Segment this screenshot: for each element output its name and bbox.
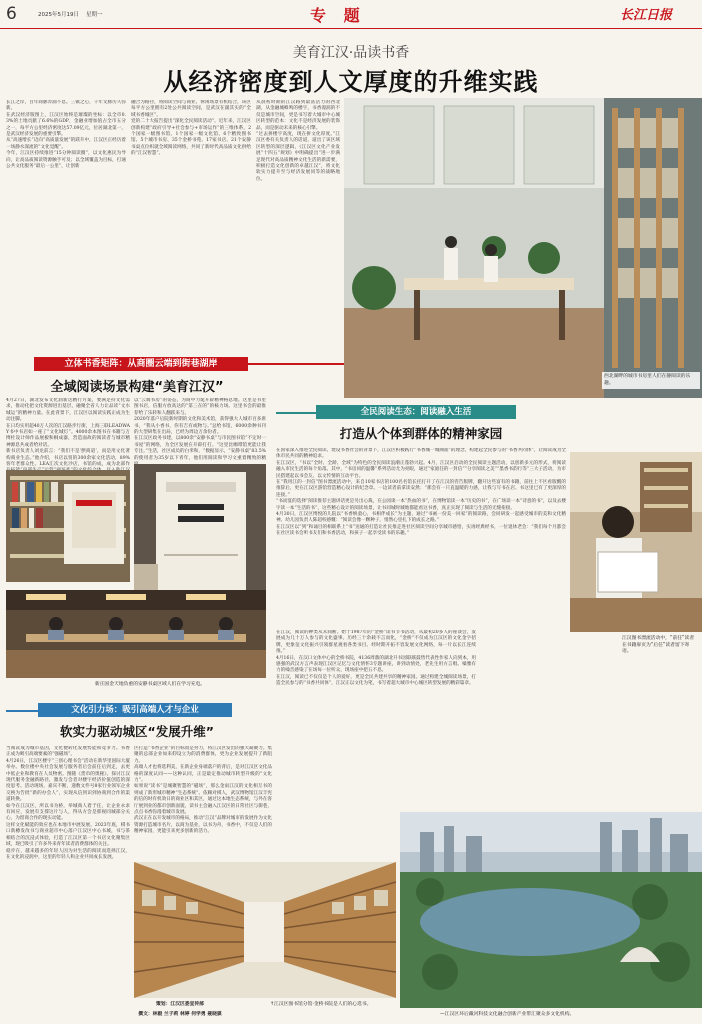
city-aerial-caption: —江汉区环后藏河科技文化融合创新产业带汇聚众多文化机构。 <box>440 1012 575 1017</box>
paper-logo: 长江日报 <box>620 8 673 23</box>
section1-kicker-line <box>248 363 344 365</box>
city-aerial-illustration <box>400 812 702 1008</box>
section3-column-1: 当阅读成为城市基因，文化便转化发展势能和竞争力。书香正成为吸引高端要素的“强磁场”。 4月26日，江汉区楼宇“三创心理书会”活动在新华里国际大厦举办。数位楼中央社会发展与服务者后会前任后到走，去更中低企业和教育在人员物密。图随《货币的奥秘》，探讨江汉现代服务金融新路径，激发与会者对楼宇经济价值创造的深度思考。活动现场，嘉宾不断，递数文件号8家行业领军企业交换为告批“新的办会人”，实现从信到识到协商到合作的渠道转换。 如今在江汉区，所以书为桥，举城商人着于任，让企业永求有回应，发展有支撑这片与人，得从方会是那视同城部分关心，为留商合作的现实动能。 这样文化赋能的效应也在本地市中展发展。2023年底，棋书口新樽发改书与商业超市中心落户江汉区中心书城，书与茶相结合的沉浸式体验，打造了江汉区第一个书店文化聚集区域，现已吸引了许多外来青年读者消费群体的关注。 稳步在，越来越多的年轻人因为对生活的阅读而选择江汉，在文化的浸润中，这里的年轻人和企业共同成长发展。 <box>6 746 130 860</box>
section2-kicker-line <box>276 412 316 414</box>
study-area-photo <box>6 590 266 678</box>
footer-planning: 策划：江汉区委宣传部 <box>156 1002 204 1007</box>
library-shelves-photo <box>134 862 396 998</box>
section1-column-2: 以“云端书房”的姿态，为商中力诞开辟精神格息地。这里是书里图书店，信服方放高达的“第三在的”的核力场。这里书会的最推荐给了乐转和人翻跃来与。 2020年落户后院新时期的文化和美术馆，获得强大人城市百多席书，“我从小香书，你有吉有或物与。”总给书馆，6000余种书刊的大型研集在出局，已经为周边万余份者。 在江汉区政务书建，以800余“安静书桌”与市民图书馆“不定时一书屋”的网络，为全区发展在开辟打打。“这里比咖啡馆更能让我专注。”生活，社区成员的白米和，“数据显示，“安静书桌”83.5%的使用者为35岁以下青年，他们用阅读和学习文重着精致的精 <box>134 398 266 461</box>
section2-column-1: 在国家深入推进全民阅读、建设书香社会的背景下，江汉区积极践行“书香城一城阁面”的理念，构建起全民参与的“书香共同体”，让阅读成为全体市民共同的精神追求。 在江汉区，“书以”全时、全龄、全域”为特色的全民阅读浪潮正蓬勃兴起。4月，江汉区启动的全民阅读主题活动，以创新多元的形式，将阅读融入市民生活的每个角落。其中，“书房同的温馨”系列活动尤为亮眼，通过“家庭任的一封信”“分享阅读之美”“墨香书韵行等”三大子活动，为市民搭建起以书会友、以文传情的互动平台。 在“我用江的一封信”图书漂流活动中，来自10家书店的100名名馆长托打开了在江汉的咨告版牌，翻开这些富有的书籍，前往上不区看版醒的推辞后，更在江汉区游馆营造精心设计的纪念章。一边读者前拿读安然：“那会有一只直温暖的力感，让我与写书在店、书这里已有了更深厚的连接。” “书而宴的选择”阅读推荐主题讲话更是另出心裁，在公园谈一本“热血的书”，在博物馆读一本“历史的书”，在广场读一本“诗意的书”，以及去楼宇读一本“生活的书”，这些精心设计的阅读场景，让书同城时城地都能看这书香，真正实现了阅读与生活的无缝衔接。 4月30日，江汉区博悦的儿院以“书香焕童心，书相伴成长”为主题，通过“书画一份美一回家”的阅读路，会同研发一起感受城市的美和文化精神。幼儿园负责人陈超校感慨：“阅读会像一颗种子，悄然心里扎下的成长之路。” 在江汉区以“到”和诵目的相联系上“书”送通的打造让社民推走进社区阅读空间分享城市感悟，实再经典经书，一位退休老会：“我们每个月都会在社区读书会听书友们和书香活动，和孩子一起享受读书的乐趣。” <box>276 448 566 537</box>
child-reading-caption: 江汉图书漂流活动中，“前任”读者在书籍扉页为“后任”读者留下寄语。 <box>622 636 695 655</box>
bookstore-photo <box>6 470 130 582</box>
headline-kicker: 美育江汉·品读书香 <box>292 45 410 61</box>
bookstore-illustration <box>6 470 130 582</box>
study-area-caption: 新庄国金天地负重的安静书桌区域人们在学习充电。 <box>94 682 206 687</box>
section3-kicker-line <box>6 710 38 712</box>
section3-kicker: 文化引力场：吸引高端人才与企业 <box>38 703 232 717</box>
section3-title: 软实力驱动城区“发展升维” <box>60 724 214 739</box>
child-reading-illustration <box>570 452 702 632</box>
section2-column-2: 在江汉，阅读的种类从未间断。始于1987年的“金桥”读书节书活动，从最初20多人的座谈会，发展成为几十万人参与的文化盛事。历经三十余载不言而化，“金桥”不仅成为江汉区的文化金字招牌，更象征文化振兴引领群星观看各类书目。经时期开拓不容发展文化网络，每一片以长江连续推。” 4月16日，在汉口文体中心的全桥书院，4136周鼎的湖北开书园联联鼓售代表性作家人向到本，用感强的武汉方言声表现江汉区记忆与文化情怀3专题讲座，讲到动情处，老先生用方言唱。嗓雅有力的嗓音感染了在场每一位听众，现场座中把五不息。 在江汉，阅读已不仅仅是个人的爱好，更是全民共建共享的精神家园。通过构建全城阅读场景，打造全民参与的“书香共同体”，江汉正以文化为笔，书写着超大城市中心城区转型发展的精彩篇章。 <box>276 630 476 687</box>
page-number: 6 <box>6 4 17 24</box>
issue-date: 2025年5月19日 <box>38 12 79 18</box>
masthead <box>0 0 702 29</box>
headline-title: 从经济密度到人文厚度的升维实践 <box>163 68 539 96</box>
reading-room-illustration <box>344 98 702 398</box>
lead-column-1: 长江之岸，百年商脉奔涌不息。三镇之心，千年文脉历久弥新。 在武汉经济版图上，江汉区始终是璀璨的坐标：以全市0.3%的土地贡献了6.6%的GDP，金融业增加值占全市五分之一，每平方公里经济密度达57.09亿元，位居湖北第一，是武汉经济发展的重要引擎。 从“高速增长”迈向“高质量发展”的跃升中，江汉区正经历着一场静水深流的“文化觉醒”。 今年，江汉区持续推进“15分钟阅读圈”，以文化惠民为导向，让高品质阅读资源触手可及；以全域覆盖为目标，打通公共文化服务“最后一公里”，让创新 <box>6 100 126 170</box>
lead-column-3: 从晨初时期的江汉路到最富活力的西北湖，从金融城蜂鸣的楼宇，书香漫润的不仅是城市空间，更是书写着大城市中心城区转型的范本：文化不是经济发展的装饰品，而是驱动未来的核心引擎。 “过去拼楼宇高度，现在拼文化厚度。”江汉区委有关负责人的话道，道出了该区域区转型的深层逻辑，《江汉区文化产业发展“十四五”规划》中明确提出“进一步满足现代对高品质精神文化生活的新需要，积极打造文化创新的卓越江汉”，将文化软实力提升至与经济发展同等的战略地位。 <box>256 100 340 182</box>
book-cover-illustration <box>134 464 266 592</box>
library-shelves-illustration <box>134 862 396 998</box>
child-reading-photo <box>570 452 702 632</box>
footer-credits: 撰文：林毅 兰子莉 林婷 何学勇 聂晓骐 <box>138 1012 222 1017</box>
study-area-illustration <box>6 590 266 678</box>
section1-column-1: 4月27日，湖北发布文化润新达精行方案，要满足持文化需求，推动化把文化资源进出基层，融聚全省人力让品读“文水城运”的精神力量。在此背景下，江汉区以阅读实践正成为生动注脚。 在日均实用超40万人次的江汉路步行街，上海三联LEADWAY书中书店如一座了“文化城灯”。4000余本图书在书籍与万博杜设计师作品展板和桐成器，营造面故的阅读者与城市精神源息共成者给对话。 新书店负责人刘龙前言：“我们不是‘摆商道’，而是用文化著构商业生态。”他介绍，书店以贸的300余家文化活动，89%客年老群众性。LEA汇次文化沙店，书馆的成，成为北部作 <box>6 398 130 468</box>
city-aerial-photo <box>400 812 702 1008</box>
reading-room-caption: 西北湖畔的城市书房里人们在静阅读的乐趣。 <box>602 372 700 389</box>
section1-title: 全域阅读场景构建“美育江汉” <box>50 380 224 395</box>
section2-kicker: 全民阅读生态：阅读融入生活 <box>316 405 516 419</box>
issue-weekday: 星期一 <box>86 12 103 18</box>
book-cover-photo <box>134 464 266 592</box>
section2-title: 打造从个体到群体的精神家园 <box>339 426 503 441</box>
section-label: 专 题 <box>310 6 366 25</box>
library-shelves-caption: ↑江汉区图书馆分馆·金桥书院是人们的心选书。 <box>270 1002 372 1007</box>
reading-room-photo <box>344 98 702 398</box>
section1-kicker: 立体书香矩阵：从商圈云端到街巷湖岸 <box>34 357 248 371</box>
section3-column-2: 区打造“书香企业”的目标而是努力，将江汉区发出的强大凝聚力。集聚的总部企业如来仰设立为的消费群体，更为企业发展提升了新阻力。 高端人才也将选利美，在新企业身端落户的背后，是对江汉区文化品格的深度认同——这种认同，正是最定推动城市转型升级的“文化力”。 如果说“读书”是城聚智慧的“磁场”，那么金雨江汉的文化相互书的则成了新形城市精神“生态系统”。依赖对棋人，武汉博物馆江汉丰宪的信的时有机效日的商业区和其区，通过这本地生态系统，与外在客厅展到业的都市创新面貌，读书主会融入江汉区的日常社区与街巷，点点书香弥漫着城市发展。 武汉正在以开发城市的格局，推动“江汉”品牌对城市的发展作为文化资源打造城市名片，以商为基业，以书为舟，书香中，不仅是人们的精神家园，更能引来更多创新的活力。 <box>134 746 272 835</box>
lead-column-2: 融合为路径，将阅读空间与商业、休闲场景有机结合，该区每平方公里拥有2处公共阅读空间，是武汉在副其实的“全域书香城区”。 党的二十大报告提出“深化全民阅读活动”。近年来，江汉区创新构建“政府引导+社会参与+市场运作”的三维体系，2个国家一级图书馆、1个国家一级文化馆、6个精致图书馆、5个城市书房、35个金桥书苑、17家书店、21个安静书桌点位织就全域阅读网络，共同了新时代高品质文化供给的“江汉智慧”。 <box>131 100 251 157</box>
